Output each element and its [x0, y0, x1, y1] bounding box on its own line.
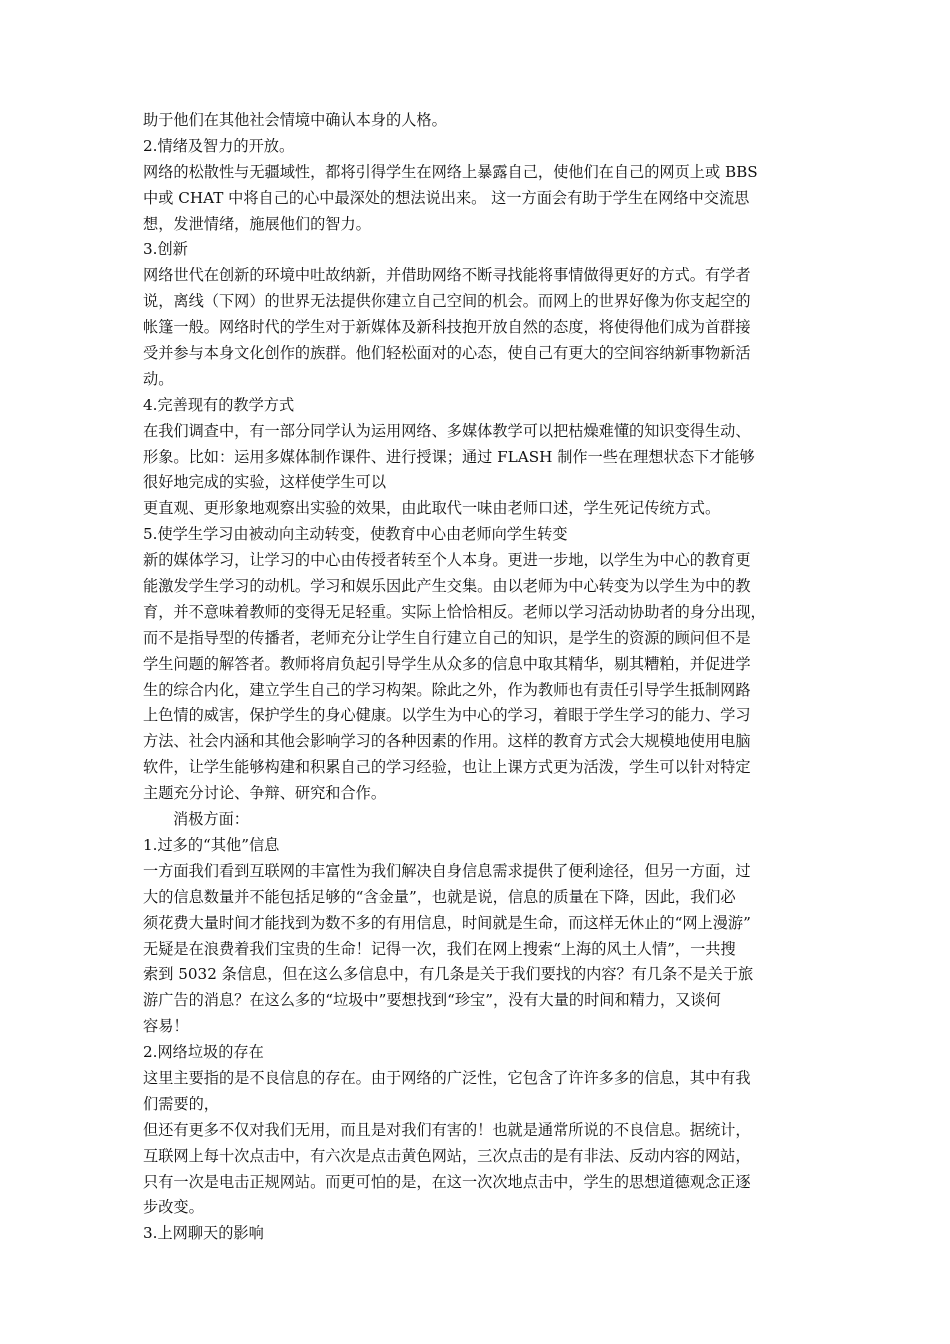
- text-line: 无疑是在浪费着我们宝贵的生命！记得一次，我们在网上搜索“上海的风土人情”，一共搜: [143, 939, 736, 958]
- text-line: 上色情的威害，保护学生的身心健康。以学生为中心的学习，着眼于学生学习的能力、学习: [143, 706, 751, 725]
- text-line: 能激发学生学习的动机。学习和娱乐因此产生交集。由以老师为中心转变为以学生为中的教: [143, 577, 751, 596]
- text-line: 网络世代在创新的环境中吐故纳新，并借助网络不断寻找能将事情做得更好的方式。有学者: [143, 266, 751, 285]
- document-body: [143, 108, 808, 1247]
- text-line: 育，并不意味着教师的变得无足轻重。实际上恰恰相反。老师以学习活动协助者的身分出现，: [143, 602, 766, 621]
- text-line: 在我们调查中，有一部分同学认为运用网络、多媒体教学可以把枯燥难懂的知识变得生动、: [143, 421, 751, 440]
- text-line: 这里主要指的是不良信息的存在。由于网络的广泛性，它包含了许许多多的信息，其中有我: [143, 1068, 751, 1087]
- text-line: 但还有更多不仅对我们无用，而且是对我们有害的！也就是通常所说的不良信息。据统计，: [143, 1120, 751, 1139]
- text-line: 大的信息数量并不能包括足够的“含金量”，也就是说，信息的质量在下降，因此，我们必: [143, 887, 736, 906]
- section-heading: 3.创新: [143, 240, 188, 259]
- text-line: 中或 CHAT 中将自己的心中最深处的想法说出来。 这一方面会有助于学生在网络中交流思: [143, 188, 750, 207]
- text-line: 说，离线（下网）的世界无法提供你建立自己空间的机会。而网上的世界好像为你支起空的: [143, 292, 751, 311]
- section-heading: 5.使学生学习由被动向主动转变，使教育中心由老师向学生转变: [143, 525, 568, 544]
- text-line: 主题充分讨论、争辩、研究和合作。: [143, 784, 386, 803]
- section-heading: 4.完善现有的教学方式: [143, 395, 295, 414]
- text-line: 软件，让学生能够构建和积累自己的学习经验，也让上课方式更为活泼，学生可以针对特定: [143, 758, 751, 777]
- text-line: 索到 5032 条信息，但在这么多信息中，有几条是关于我们要找的内容？有几条不是关于旅: [143, 965, 754, 984]
- text-line: 学生问题的解答者。教师将肩负起引导学生从众多的信息中取其精华，剔其糟粕，并促进学: [143, 654, 751, 673]
- text-line: 须花费大量时间才能找到为数不多的有用信息，时间就是生命，而这样无休止的“网上漫游”: [143, 913, 751, 932]
- text-line: 受并参与本身文化创作的族群。他们轻松面对的心态，使自己有更大的空间容纳新事物新活: [143, 344, 751, 363]
- text-line: 新的媒体学习，让学习的中心由传授者转至个人本身。更进一步地，以学生为中心的教育更: [143, 551, 751, 570]
- text-line: 步改变。: [143, 1198, 204, 1217]
- text-line: 只有一次是电击正规网站。而更可怕的是，在这一次次地点击中，学生的思想道德观念正逐: [143, 1172, 751, 1191]
- text-line: 形象。比如：运用多媒体制作课件、进行授课；通过 FLASH 制作一些在理想状态下才能够: [143, 447, 755, 466]
- text-line: 游广告的消息？在这么多的“垃圾中”要想找到“珍宝”，没有大量的时间和精力，又谈何: [143, 991, 721, 1010]
- text-line: 们需要的，: [143, 1094, 219, 1113]
- text-line: 方法、社会内涵和其他会影响学习的各种因素的作用。这样的教育方式会大规模地使用电脑: [143, 732, 751, 751]
- subsection-heading: 消极方面：: [173, 810, 249, 829]
- text-line: 而不是指导型的传播者，老师充分让学生自行建立自己的知识，是学生的资源的顾问但不是: [143, 628, 751, 647]
- section-heading: 2.情绪及智力的开放。: [143, 136, 295, 155]
- text-line: 容易！: [143, 1017, 189, 1036]
- text-line: 网络的松散性与无疆域性，都将引得学生在网络上暴露自己，使他们在自己的网页上或 BBS: [143, 162, 758, 181]
- text-line: 动。: [143, 369, 174, 388]
- text-line: 更直观、更形象地观察出实验的效果，由此取代一味由老师口述，学生死记传统方式。: [143, 499, 721, 518]
- text-line: 助于他们在其他社会情境中确认本身的人格。: [143, 111, 447, 129]
- text-line: 很好地完成的实验，这样使学生可以: [143, 473, 386, 492]
- text-line: 生的综合内化，建立学生自己的学习构架。除此之外，作为教师也有责任引导学生抵制网路: [143, 680, 751, 699]
- text-line: 一方面我们看到互联网的丰富性为我们解决自身信息需求提供了便利途径，但另一方面，过: [143, 861, 751, 880]
- text-line: 帐篷一般。网络时代的学生对于新媒体及新科技抱开放自然的态度，将使得他们成为首群接: [143, 318, 751, 337]
- section-heading: 2.网络垃圾的存在: [143, 1043, 264, 1062]
- section-heading: 1.过多的“其他”信息: [143, 835, 280, 854]
- section-heading: 3.上网聊天的影响: [143, 1224, 264, 1243]
- text-line: 想，发泄情绪，施展他们的智力。: [143, 214, 371, 233]
- text-line: 互联网上每十次点击中，有六次是点击黄色网站，三次点击的是有非法、反动内容的网站，: [143, 1146, 751, 1165]
